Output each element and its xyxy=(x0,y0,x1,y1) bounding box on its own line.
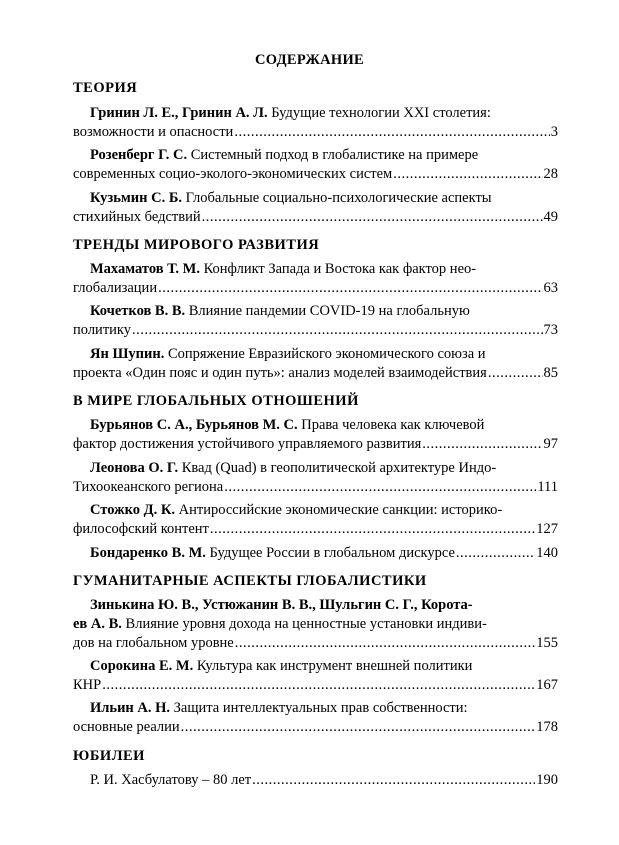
dot-leader xyxy=(422,435,542,454)
entry-title-line: Будущее России в глобальном дискурсе xyxy=(205,545,455,561)
entry-page-number: 85 xyxy=(543,365,558,381)
entry-title-line: Системный подход в глобалистике на примере xyxy=(187,147,479,163)
entry-title-line: Права человека как ключевой xyxy=(297,417,485,433)
entry-author: Махаматов Т. М. xyxy=(90,261,200,277)
toc-entry[interactable] xyxy=(73,596,558,653)
toc-entry[interactable] xyxy=(73,146,558,184)
section-heading-global-relations: В МИРЕ ГЛОБАЛЬНЫХ ОТНОШЕНИЙ xyxy=(73,393,359,409)
toc-entry[interactable] xyxy=(73,459,558,497)
entry-author: Бондаренко В. М. xyxy=(90,545,206,561)
toc-entry[interactable] xyxy=(73,544,558,563)
dot-leader xyxy=(181,718,536,737)
dot-leader xyxy=(102,676,535,695)
entry-title-line: дов на глобальном уровне xyxy=(73,635,234,651)
entry-title-line: основные реалии xyxy=(73,719,180,735)
entry-author: Стожко Д. К. xyxy=(90,502,176,518)
page-title: СОДЕРЖАНИЕ xyxy=(254,52,365,68)
section-heading-anniversaries: ЮБИЛЕИ xyxy=(73,748,145,764)
entry-author: Ян Шупин. xyxy=(90,346,165,362)
entry-title-line: проекта «Один пояс и один путь»: анализ моделей взаимодействия xyxy=(73,365,487,381)
entry-title-line: Культура как инструмент внешней политики xyxy=(193,658,473,674)
entry-title-line: Влияние уровня дохода на ценностные установки индиви- xyxy=(121,616,487,632)
section-heading-world-trends: ТРЕНДЫ МИРОВОГО РАЗВИТИЯ xyxy=(73,237,320,253)
dot-leader xyxy=(235,634,536,653)
entry-page-number: 49 xyxy=(543,209,558,225)
toc-entry[interactable] xyxy=(73,104,558,142)
entry-title-line: Глобальные социально-психологические аспекты xyxy=(182,190,492,206)
dot-leader xyxy=(224,478,536,497)
entry-page-number: 3 xyxy=(550,124,558,140)
entry-page-number: 155 xyxy=(536,635,558,651)
entry-author: Гринин Л. Е., Гринин А. Л. xyxy=(90,105,268,121)
toc-entry[interactable] xyxy=(73,657,558,695)
entry-title-line: современных социо-эколого-экономических систем xyxy=(73,166,393,182)
entry-title-line: глобализации xyxy=(73,280,158,296)
entry-title-line: Р. И. Хасбулатову – 80 лет xyxy=(90,772,252,788)
toc-entry[interactable] xyxy=(73,416,558,454)
entry-title-line: Антироссийские экономические санкции: историко- xyxy=(175,502,503,518)
dot-leader xyxy=(488,364,543,383)
entry-author: ев А. В. xyxy=(73,616,122,632)
entry-author: Кузьмин С. Б. xyxy=(90,190,183,206)
entry-author: Ильин А. Н. xyxy=(90,700,171,716)
toc-entry[interactable] xyxy=(73,189,558,227)
section-heading-humanitarian-aspects: ГУМАНИТАРНЫЕ АСПЕКТЫ ГЛОБАЛИСТИКИ xyxy=(73,573,427,589)
entry-title-line: Будущие технологии XXI столетия: xyxy=(267,105,491,121)
dot-leader xyxy=(132,321,543,340)
entry-page-number: 190 xyxy=(536,772,558,788)
entry-page-number: 63 xyxy=(543,280,558,296)
entry-title-line: стихийных бедствий xyxy=(73,209,201,225)
entry-title-line: возможности и опасности xyxy=(73,124,234,140)
entry-author: Кочетков В. В. xyxy=(90,303,186,319)
entry-title-line: Квад (Quad) в геополитической архитектуре Индо- xyxy=(178,460,497,476)
toc-entry[interactable] xyxy=(73,699,558,737)
dot-leader xyxy=(202,208,543,227)
toc-entry[interactable] xyxy=(73,260,558,298)
entry-page-number: 178 xyxy=(536,719,558,735)
entry-author: Леонова О. Г. xyxy=(90,460,179,476)
entry-title-line: Влияние пандемии COVID-19 на глобальную xyxy=(185,303,470,319)
entry-page-number: 111 xyxy=(537,479,558,495)
entry-title-line: Защита интеллектуальных прав собственности: xyxy=(170,700,468,716)
entry-author: Сорокина Е. М. xyxy=(90,658,194,674)
toc-entry[interactable] xyxy=(73,501,558,539)
entry-author: Бурьянов С. А., Бурьянов М. С. xyxy=(90,417,298,433)
entry-page-number: 127 xyxy=(536,521,558,537)
entry-title-line: Тихоокеанского региона xyxy=(73,479,224,495)
dot-leader xyxy=(234,123,549,142)
toc-entry[interactable] xyxy=(73,345,558,383)
entry-title-line: Конфликт Запада и Востока как фактор нео- xyxy=(199,261,477,277)
dot-leader xyxy=(158,279,542,298)
dot-leader xyxy=(252,771,535,790)
dot-leader xyxy=(456,544,535,563)
entry-page-number: 140 xyxy=(536,545,558,561)
entry-page-number: 28 xyxy=(543,166,558,182)
entry-author: Зинькина Ю. В., Устюжанин В. В., Шульгин С. Г., Корота- xyxy=(90,597,473,613)
entry-title-line: политику xyxy=(73,322,131,338)
entry-title-line: фактор достижения устойчивого управляемого развития xyxy=(73,436,422,452)
entry-title-line: Сопряжение Евразийского экономического союза и xyxy=(164,346,486,362)
section-heading-theory: ТЕОРИЯ xyxy=(73,80,138,96)
toc-entry[interactable] xyxy=(73,302,558,340)
dot-leader xyxy=(393,165,542,184)
entry-title-line: КНР xyxy=(73,677,102,693)
toc-entry[interactable] xyxy=(73,771,558,790)
entry-page-number: 97 xyxy=(543,436,558,452)
entry-page-number: 73 xyxy=(543,322,558,338)
dot-leader xyxy=(210,520,535,539)
entry-author: Розенберг Г. С. xyxy=(90,147,188,163)
entry-title-line: философский контент xyxy=(73,521,209,537)
entry-page-number: 167 xyxy=(536,677,558,693)
